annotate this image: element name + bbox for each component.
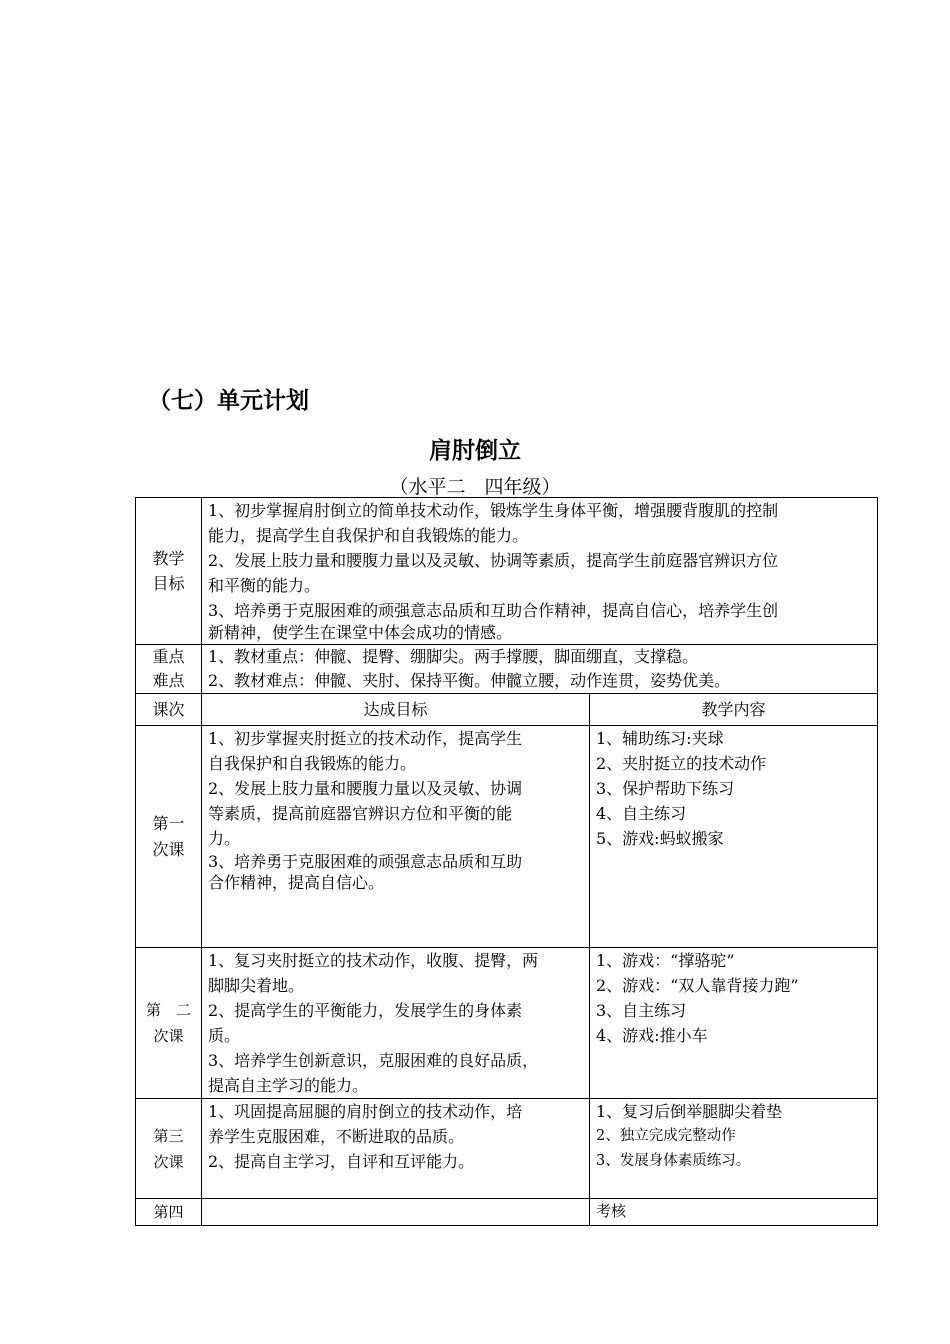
text-line: 5、游戏:蚂蚁搬家: [596, 829, 724, 848]
key-points-text: [202, 645, 878, 694]
text-line: 能力，提高学生自我保护和自我锻炼的能力。: [208, 526, 529, 545]
text-line: 2、游戏：“双人靠背接力跑”: [596, 976, 799, 995]
text-line: 1、巩固提高屈腿的肩肘倒立的技术动作，培: [208, 1102, 523, 1121]
label-line: 第一: [152, 813, 185, 833]
header-lesson: 课次: [136, 694, 202, 726]
text-line: 1、辅助练习:夹球: [596, 729, 724, 748]
text-line: 脚脚尖着地。: [208, 976, 305, 995]
text-line: 考核: [596, 1202, 627, 1220]
text-line: 提高自主学习的能力。: [208, 1076, 369, 1095]
text-line: 自我保护和自我锻炼的能力。: [208, 754, 417, 773]
objectives-text: [202, 498, 878, 645]
text-line: 3、发展身体素质练习。: [596, 1153, 751, 1169]
lesson-contents: [590, 948, 878, 1099]
text-line: 3、培养学生创新意识，克服困难的良好品质，: [208, 1051, 539, 1070]
text-line: 1、教材重点：伸髋、提臀、绷脚尖。两手撑腰，脚面绷直，支撑稳。: [208, 647, 699, 666]
text-line: 力。: [208, 829, 241, 848]
text-line: 2、提高学生的平衡能力，发展学生的身体素: [208, 1001, 523, 1020]
lesson-contents: [590, 1199, 878, 1226]
text-line: 1、游戏：“撑骆驼”: [596, 951, 735, 970]
text-line: 和平衡的能力。: [208, 576, 321, 595]
text-line: 3、培养勇于克服困难的顽强意志品质和互助合作精神，提高自信心，培养学生创: [208, 601, 779, 620]
objectives-label: [136, 498, 202, 645]
text-line: 3、自主练习: [596, 1001, 687, 1020]
label-line: 重点: [152, 647, 185, 666]
text-line: 2、教材难点：伸髋、夹肘、保持平衡。伸髋立腰，动作连贯，姿势优美。: [208, 671, 731, 690]
text-line: 2、夹肘挺立的技术动作: [596, 754, 767, 773]
lesson-goals: [202, 1099, 590, 1199]
label-line: 第 二: [145, 1001, 191, 1019]
text-line: 1、初步掌握夹肘挺立的技术动作，提高学生: [208, 729, 523, 748]
lesson-label: [136, 726, 202, 948]
header-row: [136, 694, 878, 726]
text-line: 2、发展上肢力量和腰腹力量以及灵敏、协调等素质，提高学生前庭器官辨识方位: [208, 551, 779, 570]
lesson-label: [136, 948, 202, 1099]
text-line: 质。: [208, 1026, 241, 1045]
key-points-label: [136, 645, 202, 694]
section-title: （七）单元计划: [148, 388, 309, 414]
lesson-goals: [202, 726, 590, 948]
document-subtitle: （水平二 四年级）: [389, 476, 561, 498]
text-line: 新精神，使学生在课堂中体会成功的情感。: [208, 623, 513, 642]
text-line: 3、培养勇于克服困难的顽强意志品质和互助: [208, 852, 523, 871]
text-line: 1、初步掌握肩肘倒立的简单技术动作，锻炼学生身体平衡，增强腰背腹肌的控制: [208, 501, 779, 520]
lesson-row-2: [136, 948, 878, 1099]
label-line: 第四: [153, 1203, 184, 1221]
text-line: 4、游戏:推小车: [596, 1026, 708, 1045]
text-line: 合作精神，提高自信心。: [208, 873, 385, 892]
text-line: 1、复习夹肘挺立的技术动作，收腹、提臀，两: [208, 951, 539, 970]
text-line: 等素质，提高前庭器官辨识方位和平衡的能: [208, 804, 513, 823]
label-line: 第三: [153, 1126, 184, 1145]
label-line: 难点: [152, 671, 185, 690]
lesson-label: [136, 1199, 202, 1226]
lesson-contents: [590, 1099, 878, 1199]
lesson-goals: [202, 1199, 590, 1226]
lesson-row-3: [136, 1099, 878, 1199]
lesson-label: [136, 1099, 202, 1199]
objectives-row: [136, 498, 878, 645]
lesson-goals: [202, 948, 590, 1099]
text-line: 养学生克服困难，不断进取的品质。: [208, 1127, 465, 1146]
key-points-row: [136, 645, 878, 694]
text-line: 2、独立完成完整动作: [596, 1128, 736, 1144]
lesson-row-1: [136, 726, 878, 948]
header-content: 教学内容: [590, 694, 878, 726]
unit-plan-table: [135, 497, 878, 1226]
label-line: 次课: [153, 1027, 184, 1045]
header-goal: 达成目标: [202, 694, 590, 726]
lesson-row-4: [136, 1199, 878, 1226]
label-line: 目标: [152, 574, 185, 593]
label-line: 次课: [153, 1152, 184, 1171]
text-line: 3、保护帮助下练习: [596, 779, 735, 798]
document-title: 肩肘倒立: [429, 438, 521, 464]
text-line: 1、复习后倒举腿脚尖着垫: [596, 1102, 783, 1121]
text-line: 2、发展上肢力量和腰腹力量以及灵敏、协调: [208, 779, 523, 798]
label-line: 次课: [152, 839, 185, 859]
lesson-contents: [590, 726, 878, 948]
text-line: 4、自主练习: [596, 804, 687, 823]
text-line: 2、提高自主学习，自评和互评能力。: [208, 1152, 475, 1171]
label-line: 教学: [152, 549, 185, 568]
